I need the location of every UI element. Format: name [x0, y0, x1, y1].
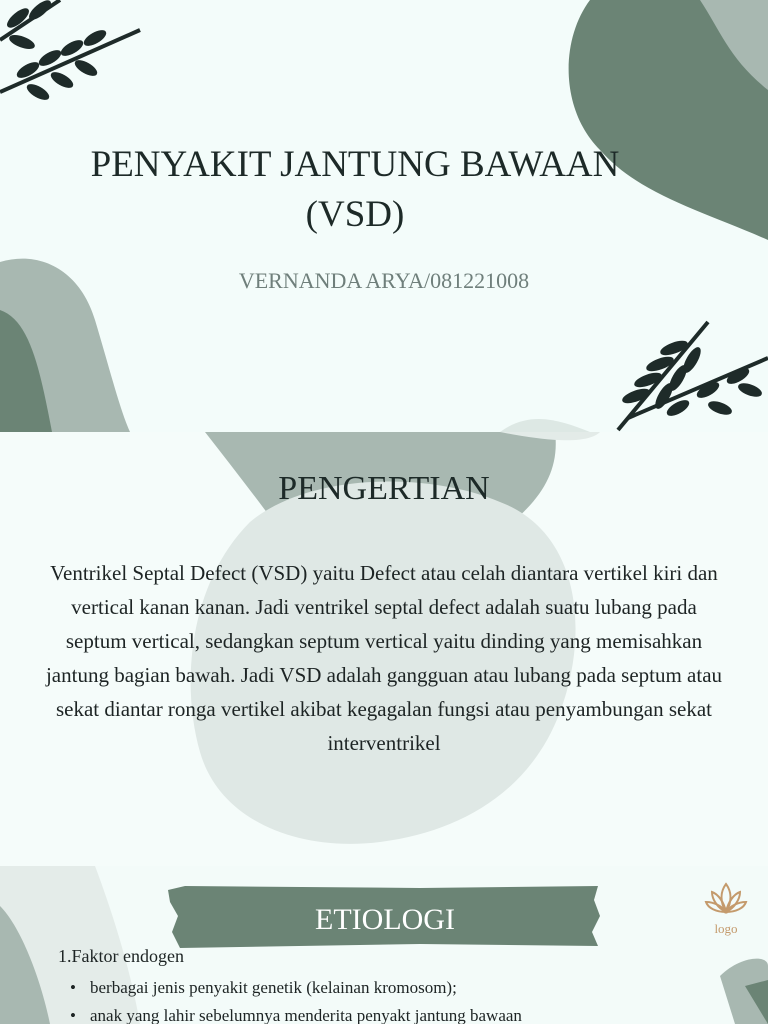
cause-list	[70, 974, 522, 1024]
lotus-icon	[704, 880, 748, 918]
title-slide	[0, 0, 768, 432]
logo	[700, 880, 752, 937]
etiology-banner: ETIOLOGI	[315, 903, 455, 936]
list-heading: 1.Faktor endogen	[58, 946, 184, 966]
definition-paragraph: Ventrikel Septal Defect (VSD) yaitu Defect atau celah diantara vertikel kiri dan vertical kanan kanan. Jadi ventrikel septal defect adalah suatu lubang pada septum vertical, sedangkan septum vertical yaitu dinding yang memisahkan jantung bagian bawah. Jadi VSD adalah gangguan atau lubang pada septum atau sekat diantar ronga vertikel akibat kegagalan fungsi atau penyambungan sekat interventrikel	[45, 561, 723, 755]
etiology-slide	[0, 866, 768, 1024]
logo-text: logo	[714, 921, 738, 936]
slide-subtitle: VERNANDA ARYA/081221008	[238, 268, 530, 293]
slide-title: PENYAKIT JANTUNG BAWAAN (VSD)	[90, 144, 620, 235]
leaf-branch-icon	[0, 0, 150, 110]
leaf-branch-icon	[608, 318, 768, 432]
list-item: • anak yang lahir sebelumnya menderita penyakt jantung bawaan	[70, 1002, 522, 1024]
list-item: • berbagai jenis penyakit genetik (kelainan kromosom);	[70, 974, 522, 1002]
section-heading: PENGERTIAN	[278, 470, 490, 507]
definition-slide	[0, 432, 768, 866]
